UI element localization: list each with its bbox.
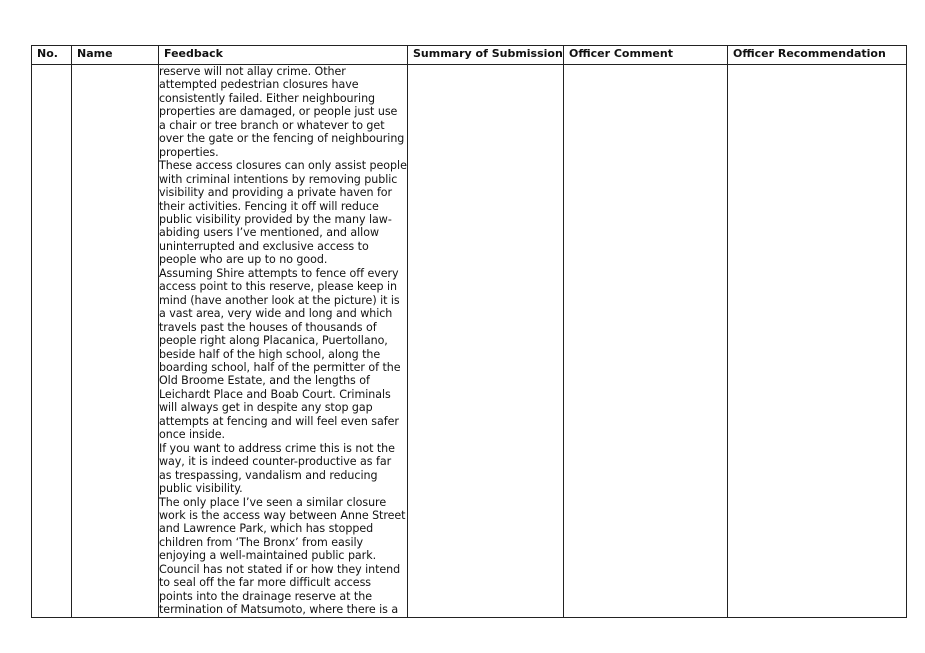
header-row	[32, 46, 907, 65]
feedback-paragraph: These access closures can only assist people with criminal intentions by removing public visibility and providing a private haven for their activities. Fencing it off will reduce public visibility provided by the many law-abiding users I’ve mentioned, and allow uninterrupted and exclusive access to people who are up to no good.	[159, 159, 407, 267]
cell-officer-recommendation	[728, 65, 907, 618]
header-summary-of-submission: Summary of Submission	[408, 46, 564, 65]
cell-officer-comment	[564, 65, 728, 618]
table-header	[32, 46, 907, 65]
table-row	[32, 65, 907, 618]
cell-summary-of-submission	[408, 65, 564, 618]
feedback-paragraph: Council has not stated if or how they intend to seal off the far more difficult access points into the drainage reserve at the termination of Matsumoto, where there is a	[159, 562, 401, 617]
feedback-paragraph: If you want to address crime this is not the way, it is indeed counter-productive as far as trespassing, vandalism and reducing public visibility.	[159, 441, 395, 496]
header-officer-comment: Officer Comment	[564, 46, 728, 65]
header-name: Name	[72, 46, 159, 65]
header-feedback: Feedback	[159, 46, 408, 65]
cell-name	[72, 65, 159, 618]
header-officer-recommendation: Officer Recommendation	[728, 46, 907, 65]
feedback-paragraph: reserve will not allay crime. Other attempted pedestrian closures have consistently failed. Either neighbouring properties are damaged, or people just use a chair or tree branch or whatever to get over the gate or the fencing of neighbouring properties.	[159, 65, 405, 159]
header-no: No.	[32, 46, 72, 65]
submissions-table	[31, 45, 907, 618]
feedback-paragraph: Assuming Shire attempts to fence off every access point to this reserve, please keep in mind (have another look at the picture) it is a vast area, very wide and long and which travels past the houses of thousands of people right along Placanica, Puertollano, beside half of the high school, along the boarding school, half of the permitter of the Old Broome Estate, and the lengths of Leichardt Place and Boab Court. Criminals will always get in despite any stop gap attempts at fencing and will feel even safer once inside.	[159, 266, 401, 442]
feedback-paragraph: The only place I’ve seen a similar closure work is the access way between Anne Street and Lawrence Park, which has stopped children from ‘The Bronx’ from easily enjoying a well-maintained public park.	[159, 495, 406, 563]
cell-no	[32, 65, 72, 618]
cell-feedback	[159, 65, 408, 618]
